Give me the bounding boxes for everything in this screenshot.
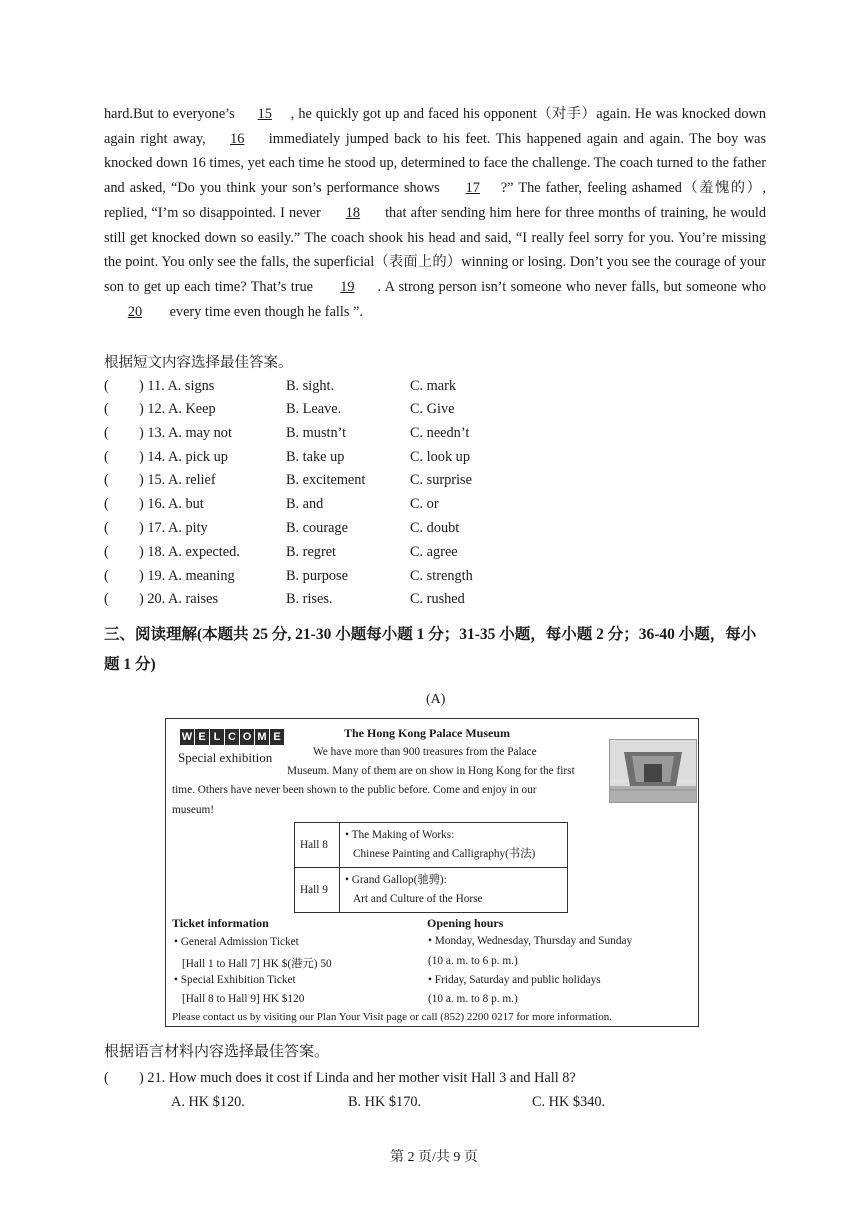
hall-desc: • The Making of Works: Chinese Painting and Calligraphy(书法) <box>340 823 568 868</box>
blank-16: 16 <box>230 130 245 147</box>
passage-text: ?” The father, feeling ashamed（羞愧的）, replied, “I’m so disappointed. I never <box>104 180 767 221</box>
ticket-heading: Ticket information <box>172 916 269 930</box>
table-row <box>295 823 568 868</box>
ticket-price: [Hall 8 to Hall 9] HK $120 <box>182 993 305 1005</box>
hours-heading: Opening hours <box>427 916 504 930</box>
table-row <box>295 868 568 913</box>
special-exhibition-label: Special exhibition <box>178 750 273 765</box>
ticket-price: [Hall 1 to Hall 7] HK $(港元) 50 <box>182 958 332 970</box>
option-row: ( ) 18. A. expected. B. regret C. agree <box>104 544 458 560</box>
option-row: ( ) 16. A. but B. and C. or <box>104 496 439 512</box>
intro-line: Museum. Many of them are on show in Hong Kong for the first <box>287 765 575 777</box>
hours-line: • Monday, Wednesday, Thursday and Sunday <box>428 935 633 947</box>
option-row: ( ) 12. A. Keep B. Leave. C. Give <box>104 401 455 417</box>
museum-ad <box>165 718 699 1027</box>
blank-15: 15 <box>257 106 272 122</box>
passage-text: hard.But to everyone’s <box>104 106 235 122</box>
hall-table <box>294 822 568 913</box>
hours-time: (10 a. m. to 6 p. m.) <box>428 955 518 967</box>
contact-line: Please contact us by visiting our Plan Your Visit page or call (852) 2200 0217 for more information. <box>172 1011 612 1023</box>
answer-a: A. HK $120. <box>171 1094 245 1110</box>
passage-text: , he quickly got up and faced his opponent（对手）again. He was knocked down again right away, <box>104 106 766 147</box>
option-row: ( ) 19. A. meaning B. purpose C. strength <box>104 568 473 584</box>
hours-time: (10 a. m. to 8 p. m.) <box>428 993 518 1005</box>
hall-cell: Hall 9 <box>295 868 340 913</box>
passage-text: immediately jumped back to his feet. This happened again and again. The boy was knocked down 16 times, yet each time he stood up, determined to face the challenge. The coach turned to the father and asked, “Do you think your son’s performance shows <box>104 130 767 197</box>
instruction-cloze: 根据短文内容选择最佳答案。 <box>104 355 293 371</box>
instruction-reading: 根据语言材料内容选择最佳答案。 <box>104 1044 330 1060</box>
passage-text: that after sending him here for three months of training, he would still get knocked down so easily.” The coach shook his head and said, “I really feel sorry for you. You’re missing the point. You only see the falls, the superficial（表面上的）winning or losing. Don’t you see the courage of your son to get up each time? That’s true <box>104 204 766 295</box>
welcome-banner: W E L C O M E <box>180 729 284 747</box>
museum-title: The Hong Kong Palace Museum <box>344 726 511 740</box>
blank-19: 19 <box>340 278 355 295</box>
passage-text: . A strong person isn’t someone who never falls, but someone who <box>377 278 766 295</box>
question-stem: ) 21. How much does it cost if Linda and her mother visit Hall 3 and Hall 8? <box>139 1070 576 1086</box>
hall-desc: • Grand Gallop(驰骋): Art and Culture of the Horse <box>340 868 568 913</box>
reading-passage <box>104 102 766 324</box>
ticket-line: • General Admission Ticket <box>174 936 299 948</box>
blank-18: 18 <box>345 204 361 221</box>
passage-label: (A) <box>426 692 446 707</box>
option-row: ( ) 15. A. relief B. excitement C. surprise <box>104 472 472 488</box>
ticket-line: • Special Exhibition Ticket <box>174 974 296 986</box>
intro-line: museum! <box>172 804 215 816</box>
intro-line: We have more than 900 treasures from the Palace <box>313 746 537 758</box>
option-row: ( ) 17. A. pity B. courage C. doubt <box>104 520 460 536</box>
hall-cell: Hall 8 <box>295 823 340 868</box>
option-row: ( ) 11. A. signs B. sight. C. mark <box>104 378 457 394</box>
answer-b: B. HK $170. <box>348 1094 422 1110</box>
option-row: ( ) 20. A. raises B. rises. C. rushed <box>104 591 465 607</box>
passage-text: every time even though he falls ”. <box>169 303 363 320</box>
blank-20: 20 <box>127 303 143 320</box>
hours-line: • Friday, Saturday and public holidays <box>428 974 601 986</box>
question-21: ( ) 21. How much does it cost if Linda and her mother visit Hall 3 and Hall 8? <box>104 1070 576 1086</box>
blank-17: 17 <box>465 180 480 197</box>
intro-line: time. Others have never been shown to the public before. Come and enjoy in our <box>172 784 537 796</box>
museum-building-image <box>609 739 697 803</box>
section-heading: 三、阅读理解(本题共 25 分, 21-30 小题每小题 1 分；31-35 小题，每小题 2 分；36-40 小题，每小题 1 分) <box>104 626 757 673</box>
option-row: ( ) 13. A. may not B. mustn’t C. needn’t <box>104 425 470 441</box>
option-row: ( ) 14. A. pick up B. take up C. look up <box>104 449 470 465</box>
page-footer: 第 2 页/共 9 页 <box>390 1150 478 1165</box>
answer-c: C. HK $340. <box>532 1094 606 1110</box>
